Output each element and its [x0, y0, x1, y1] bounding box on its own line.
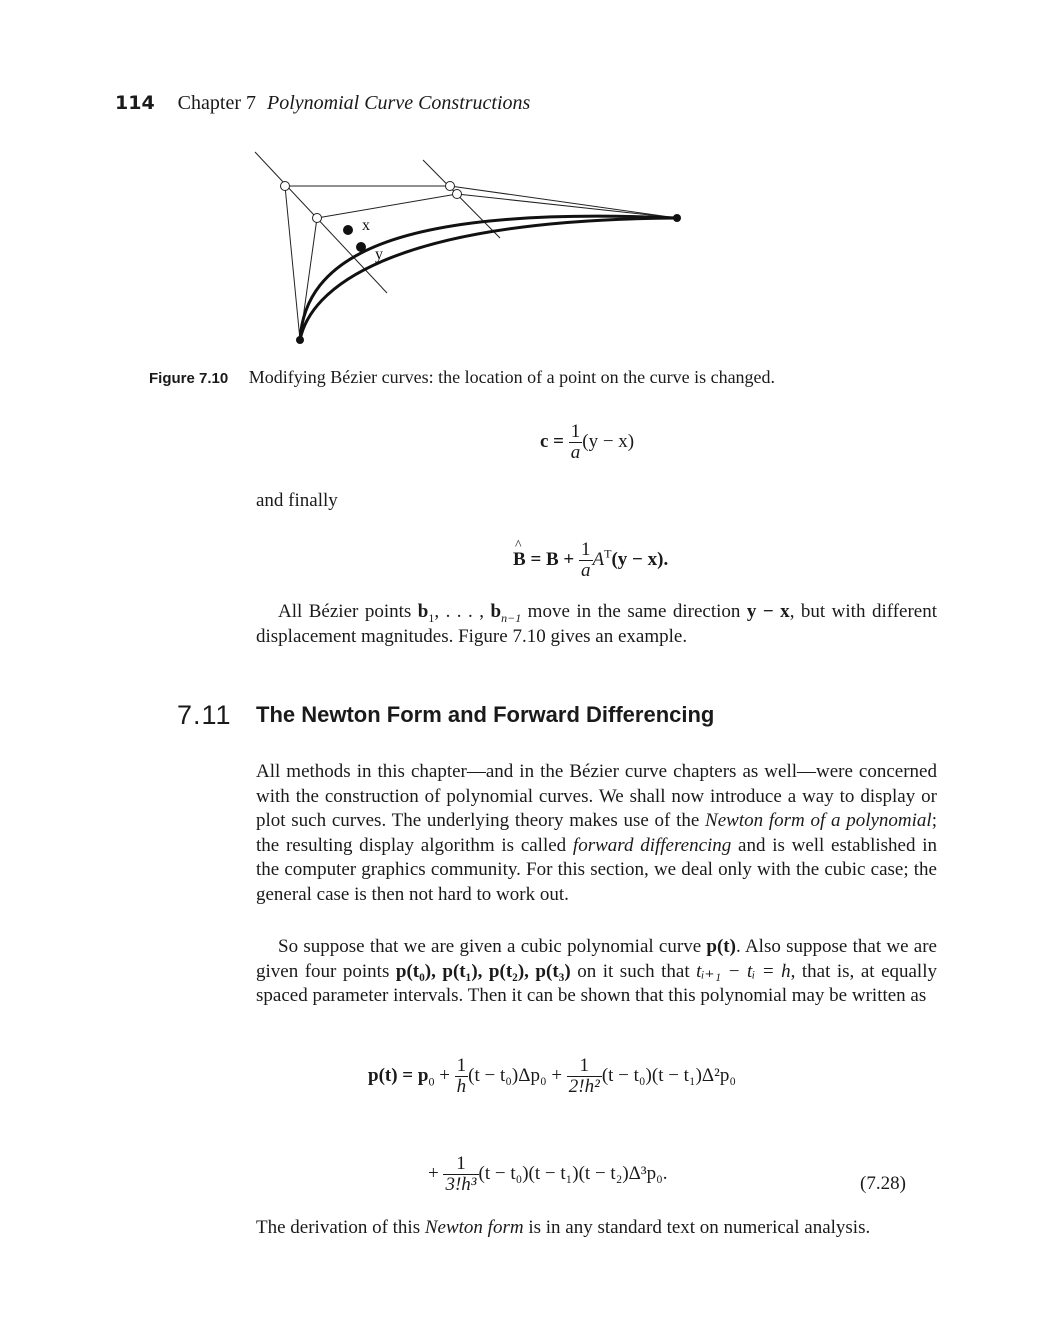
endpoint-right	[673, 214, 681, 222]
eq1-numerator: 1	[570, 421, 581, 442]
label-y: y	[375, 246, 383, 263]
eq1-fraction	[569, 422, 583, 463]
para2-text-3: and is well established in the computer graphics community. For this section, we deal only with the cubic case; the general case is then not hard to work out.	[256, 834, 937, 905]
paragraph-suppose	[256, 935, 937, 1009]
section-number: 7.11	[177, 700, 232, 730]
paragraph-methods	[256, 760, 937, 908]
para1-text-1: All Bézier points	[278, 601, 418, 622]
eq2-rhs: (y − x).	[611, 548, 669, 570]
equation-newton-line-1	[368, 1056, 736, 1097]
eq3-frac-1-den: h	[456, 1075, 467, 1097]
eq2-a: A	[592, 548, 605, 570]
polygon-edge-left	[285, 186, 300, 340]
endpoint-bottom	[296, 336, 304, 344]
para3-condition: tᵢ₊₁ − tᵢ = h	[696, 960, 791, 982]
eq3-lhs: p(t) = p	[368, 1064, 429, 1086]
para3-text-3: on it such that	[570, 960, 697, 982]
point-x	[343, 225, 353, 235]
eq3-plus: +	[434, 1064, 455, 1086]
para2-forward-differencing: forward differencing	[572, 834, 732, 856]
control-point-1-moved	[313, 214, 322, 223]
para1-bn: b	[490, 601, 502, 622]
eq1-lhs: c =	[540, 430, 565, 452]
point-y	[356, 242, 366, 252]
para2-text-1: All methods in this chapter—and in the Bézier curve chapters as well—were concerned with the construction of polynomial curves. We shall now introduce a way to display or plot such curves. The underlying theory makes use of the	[256, 761, 937, 832]
equation-c	[540, 422, 634, 463]
eq3-frac-2-num: 1	[567, 1056, 602, 1077]
eq3-term-3: (t − t₀)(t − t₁)(t − t₂)Δ³p₀.	[478, 1162, 668, 1184]
para3-text-4: , that is, at equally spaced parameter intervals. Then it can be shown that this polynomial may be written as	[256, 960, 937, 1007]
label-x: x	[362, 217, 370, 234]
eq3-frac-3-den: 3!h³	[445, 1173, 477, 1195]
page-number: 114	[115, 92, 155, 114]
running-header	[115, 92, 530, 115]
figure-caption	[149, 367, 775, 388]
eq2-mid: = B +	[530, 548, 575, 570]
para2-newton-form: Newton form of a polynomial	[705, 810, 932, 832]
eq2-hat: ^	[515, 537, 522, 553]
equation-number: (7.28)	[860, 1173, 906, 1194]
eq3-sub0: 0	[428, 1074, 435, 1089]
para3-curve: p(t)	[706, 936, 736, 957]
eq3-frac-3-num: 1	[443, 1154, 478, 1175]
figure-7-10	[245, 150, 695, 350]
paragraph-derivation	[256, 1217, 870, 1239]
para3-text-1: So suppose that we are given a cubic polynomial curve	[278, 936, 707, 957]
eq2-transpose: T	[604, 546, 612, 561]
eq3-frac-3	[443, 1154, 478, 1195]
para1-sub-n: n−1	[501, 610, 522, 625]
polygon-edge-top-right	[450, 186, 677, 218]
control-point-2-moved	[453, 190, 462, 199]
chapter-label: Chapter 7	[177, 92, 256, 114]
para1-text-3: move in the same direction	[521, 601, 747, 622]
eq1-rhs: (y − x)	[582, 430, 635, 452]
eq2-denominator: a	[581, 559, 591, 581]
polygon-edge-inner-top	[317, 194, 457, 218]
and-finally-text: and finally	[256, 490, 338, 511]
para4-text-1: The derivation of this	[256, 1217, 425, 1238]
para1-b1: b	[417, 601, 429, 622]
control-point-1	[281, 182, 290, 191]
eq3-frac-1-num: 1	[456, 1055, 467, 1076]
eq3-term-2: (t − t₀)(t − t₁)Δ²p₀	[601, 1064, 736, 1086]
control-point-2	[446, 182, 455, 191]
para1-text-4: , but with different displacement magnitudes. Figure 7.10 gives an example.	[256, 601, 938, 647]
para2-text-2: ; the resulting display algorithm is called	[256, 810, 937, 856]
tangent-line-right-upper	[423, 160, 500, 238]
equation-newton-line-2	[428, 1154, 667, 1195]
paragraph-bezier-points	[256, 600, 937, 649]
polygon-edge-inner-right	[457, 194, 677, 218]
para1-direction: y − x	[746, 601, 790, 622]
equation-b-hat	[513, 537, 669, 581]
eq2-b: B	[513, 548, 526, 570]
para1-text-2: , . . . ,	[434, 601, 491, 622]
para4-newton-form: Newton form	[424, 1217, 524, 1238]
figure-label: Figure 7.10	[149, 370, 229, 387]
para4-text-2: is in any standard text on numerical analysis.	[523, 1217, 871, 1238]
original-curve	[300, 216, 677, 340]
para3-text-2: . Also suppose that we are given four points	[256, 936, 937, 982]
eq3-frac-2	[567, 1056, 602, 1097]
eq3-frac-2-den: 2!h²	[568, 1075, 600, 1097]
caption-text: Modifying Bézier curves: the location of a point on the curve is changed.	[248, 367, 776, 387]
para3-points: p(t₀), p(t₁), p(t₂), p(t₃)	[395, 960, 571, 982]
eq2-numerator: 1	[581, 539, 591, 560]
para1-sub-1: 1	[428, 610, 435, 625]
modified-curve	[300, 218, 677, 340]
chapter-title: Polynomial Curve Constructions	[266, 92, 531, 114]
eq2-bhat	[513, 537, 526, 571]
eq3-frac-1	[455, 1056, 469, 1097]
section-title: The Newton Form and Forward Differencing	[256, 702, 715, 727]
eq1-denominator: a	[570, 441, 581, 463]
eq3-term-1: (t − t₀)Δp₀ +	[468, 1064, 567, 1086]
eq2-fraction	[579, 540, 593, 581]
eq3-line2-plus: +	[428, 1162, 444, 1184]
